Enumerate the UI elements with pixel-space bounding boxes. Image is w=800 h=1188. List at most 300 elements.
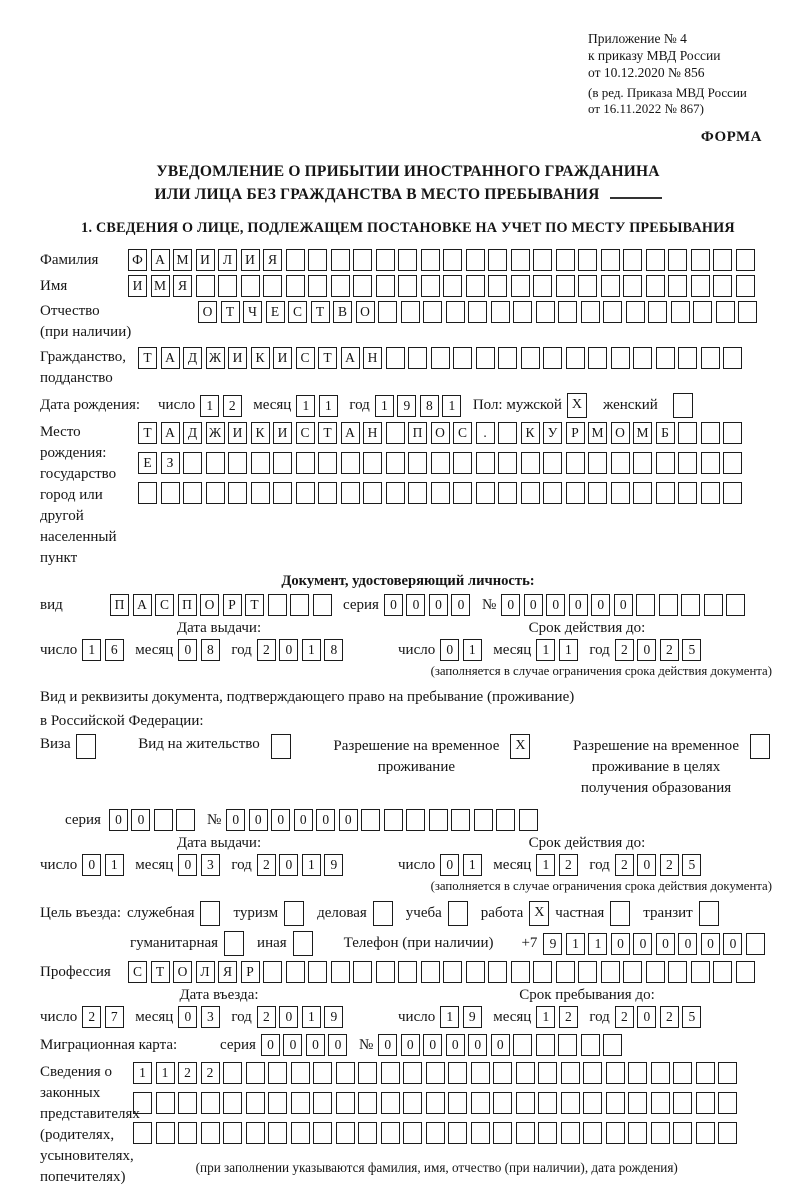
char-box[interactable] xyxy=(566,347,585,369)
char-box[interactable] xyxy=(273,452,292,474)
purpose-humanitarian-checkbox[interactable] xyxy=(224,931,244,956)
char-box[interactable] xyxy=(543,347,562,369)
char-box[interactable]: 9 xyxy=(463,1006,482,1028)
temp-residence-checkbox[interactable]: X xyxy=(510,734,530,759)
char-box[interactable]: 7 xyxy=(105,1006,124,1028)
char-box[interactable] xyxy=(611,347,630,369)
char-box[interactable] xyxy=(384,809,403,831)
char-box[interactable]: 1 xyxy=(375,395,394,417)
doc-series-boxes[interactable] xyxy=(384,594,474,616)
char-box[interactable] xyxy=(358,1062,377,1084)
representatives-row1-boxes[interactable] xyxy=(133,1062,741,1084)
char-box[interactable] xyxy=(696,1092,715,1114)
char-box[interactable] xyxy=(578,275,597,297)
char-box[interactable]: 0 xyxy=(614,594,633,616)
char-box[interactable] xyxy=(723,452,742,474)
char-box[interactable] xyxy=(678,482,697,504)
char-box[interactable] xyxy=(308,249,327,271)
char-box[interactable] xyxy=(498,422,517,444)
char-box[interactable] xyxy=(496,809,515,831)
char-box[interactable] xyxy=(581,301,600,323)
char-box[interactable] xyxy=(448,1062,467,1084)
char-box[interactable] xyxy=(723,347,742,369)
char-box[interactable] xyxy=(511,961,530,983)
char-box[interactable] xyxy=(408,482,427,504)
char-box[interactable]: Ч xyxy=(243,301,262,323)
char-box[interactable] xyxy=(421,249,440,271)
char-box[interactable]: 0 xyxy=(261,1034,280,1056)
char-box[interactable]: 0 xyxy=(678,933,697,955)
char-box[interactable]: 0 xyxy=(611,933,630,955)
char-box[interactable] xyxy=(556,249,575,271)
citizenship-boxes[interactable] xyxy=(138,347,746,369)
char-box[interactable] xyxy=(713,961,732,983)
char-box[interactable] xyxy=(251,482,270,504)
char-box[interactable] xyxy=(704,594,723,616)
char-box[interactable]: 0 xyxy=(306,1034,325,1056)
char-box[interactable] xyxy=(308,275,327,297)
char-box[interactable] xyxy=(336,1062,355,1084)
char-box[interactable] xyxy=(493,1092,512,1114)
char-box[interactable]: Т xyxy=(138,347,157,369)
char-box[interactable]: 1 xyxy=(302,854,321,876)
residence-permit-checkbox[interactable] xyxy=(271,734,291,759)
char-box[interactable] xyxy=(691,961,710,983)
char-box[interactable] xyxy=(476,452,495,474)
char-box[interactable] xyxy=(701,452,720,474)
char-box[interactable]: М xyxy=(588,422,607,444)
char-box[interactable]: С xyxy=(288,301,307,323)
char-box[interactable] xyxy=(566,482,585,504)
char-box[interactable] xyxy=(263,961,282,983)
char-box[interactable]: 0 xyxy=(440,639,459,661)
entry-month-boxes[interactable] xyxy=(178,1006,223,1028)
char-box[interactable] xyxy=(161,482,180,504)
char-box[interactable] xyxy=(659,594,678,616)
char-box[interactable] xyxy=(628,1122,647,1144)
char-box[interactable]: О xyxy=(198,301,217,323)
char-box[interactable] xyxy=(516,1122,535,1144)
char-box[interactable]: Т xyxy=(318,422,337,444)
char-box[interactable] xyxy=(183,482,202,504)
char-box[interactable] xyxy=(421,961,440,983)
char-box[interactable]: Я xyxy=(218,961,237,983)
char-box[interactable] xyxy=(471,1062,490,1084)
char-box[interactable] xyxy=(533,249,552,271)
entry-day-boxes[interactable] xyxy=(82,1006,127,1028)
char-box[interactable] xyxy=(668,249,687,271)
char-box[interactable]: Е xyxy=(138,452,157,474)
char-box[interactable] xyxy=(381,1092,400,1114)
char-box[interactable] xyxy=(331,961,350,983)
phone-boxes[interactable] xyxy=(543,933,768,955)
char-box[interactable] xyxy=(736,249,755,271)
char-box[interactable] xyxy=(673,1062,692,1084)
char-box[interactable] xyxy=(646,961,665,983)
doc-issue-month-boxes[interactable] xyxy=(178,639,223,661)
char-box[interactable] xyxy=(678,347,697,369)
char-box[interactable]: Н xyxy=(363,422,382,444)
char-box[interactable]: 8 xyxy=(201,639,220,661)
char-box[interactable]: И xyxy=(196,249,215,271)
permit-issue-year-boxes[interactable] xyxy=(257,854,347,876)
char-box[interactable]: Д xyxy=(183,347,202,369)
char-box[interactable] xyxy=(691,275,710,297)
char-box[interactable] xyxy=(538,1122,557,1144)
char-box[interactable] xyxy=(488,249,507,271)
name-boxes[interactable] xyxy=(128,275,758,297)
char-box[interactable] xyxy=(493,1062,512,1084)
doc-valid-day-boxes[interactable] xyxy=(440,639,485,661)
char-box[interactable] xyxy=(296,452,315,474)
char-box[interactable] xyxy=(313,1092,332,1114)
char-box[interactable] xyxy=(488,275,507,297)
char-box[interactable]: Т xyxy=(318,347,337,369)
char-box[interactable]: 0 xyxy=(637,1006,656,1028)
permit-valid-day-boxes[interactable] xyxy=(440,854,485,876)
char-box[interactable] xyxy=(363,452,382,474)
char-box[interactable] xyxy=(513,1034,532,1056)
char-box[interactable] xyxy=(206,452,225,474)
char-box[interactable]: С xyxy=(296,347,315,369)
char-box[interactable]: 0 xyxy=(109,809,128,831)
char-box[interactable]: 2 xyxy=(660,854,679,876)
char-box[interactable]: 2 xyxy=(660,1006,679,1028)
char-box[interactable]: 0 xyxy=(401,1034,420,1056)
char-box[interactable] xyxy=(406,809,425,831)
char-box[interactable] xyxy=(633,347,652,369)
char-box[interactable]: 0 xyxy=(339,809,358,831)
char-box[interactable]: Ф xyxy=(128,249,147,271)
char-box[interactable] xyxy=(468,301,487,323)
char-box[interactable] xyxy=(263,275,282,297)
char-box[interactable] xyxy=(381,1062,400,1084)
char-box[interactable]: 6 xyxy=(105,639,124,661)
purpose-tourism-checkbox[interactable] xyxy=(284,901,304,926)
char-box[interactable] xyxy=(201,1092,220,1114)
char-box[interactable]: Т xyxy=(151,961,170,983)
char-box[interactable] xyxy=(673,1092,692,1114)
birthdate-month-boxes[interactable] xyxy=(296,395,341,417)
char-box[interactable]: 0 xyxy=(446,1034,465,1056)
char-box[interactable]: А xyxy=(341,422,360,444)
char-box[interactable] xyxy=(726,594,745,616)
char-box[interactable] xyxy=(601,275,620,297)
char-box[interactable] xyxy=(353,275,372,297)
char-box[interactable]: С xyxy=(155,594,174,616)
char-box[interactable] xyxy=(313,1062,332,1084)
char-box[interactable] xyxy=(561,1092,580,1114)
char-box[interactable] xyxy=(561,1062,580,1084)
char-box[interactable] xyxy=(206,482,225,504)
char-box[interactable] xyxy=(521,452,540,474)
char-box[interactable]: 0 xyxy=(271,809,290,831)
char-box[interactable] xyxy=(583,1062,602,1084)
char-box[interactable] xyxy=(723,482,742,504)
char-box[interactable] xyxy=(466,961,485,983)
birthplace-row2-boxes[interactable] xyxy=(138,452,746,474)
char-box[interactable]: 2 xyxy=(82,1006,101,1028)
char-box[interactable] xyxy=(398,275,417,297)
char-box[interactable]: М xyxy=(173,249,192,271)
char-box[interactable]: 2 xyxy=(257,854,276,876)
char-box[interactable] xyxy=(453,482,472,504)
char-box[interactable]: П xyxy=(110,594,129,616)
char-box[interactable]: 0 xyxy=(633,933,652,955)
char-box[interactable] xyxy=(268,1122,287,1144)
char-box[interactable]: 0 xyxy=(701,933,720,955)
char-box[interactable] xyxy=(558,301,577,323)
char-box[interactable]: О xyxy=(431,422,450,444)
char-box[interactable]: 0 xyxy=(591,594,610,616)
purpose-business-checkbox[interactable] xyxy=(373,901,393,926)
char-box[interactable] xyxy=(718,1092,737,1114)
char-box[interactable] xyxy=(133,1122,152,1144)
char-box[interactable]: 1 xyxy=(536,1006,555,1028)
char-box[interactable]: 0 xyxy=(637,854,656,876)
char-box[interactable] xyxy=(453,347,472,369)
purpose-private-checkbox[interactable] xyxy=(610,901,630,926)
char-box[interactable] xyxy=(493,1122,512,1144)
char-box[interactable]: 0 xyxy=(637,639,656,661)
char-box[interactable] xyxy=(588,347,607,369)
char-box[interactable] xyxy=(516,1092,535,1114)
permit-valid-year-boxes[interactable] xyxy=(615,854,705,876)
char-box[interactable]: Р xyxy=(566,422,585,444)
char-box[interactable]: 3 xyxy=(201,854,220,876)
char-box[interactable] xyxy=(201,1122,220,1144)
char-box[interactable]: 1 xyxy=(156,1062,175,1084)
char-box[interactable]: С xyxy=(296,422,315,444)
char-box[interactable] xyxy=(453,452,472,474)
char-box[interactable] xyxy=(398,961,417,983)
char-box[interactable] xyxy=(223,1092,242,1114)
char-box[interactable] xyxy=(331,275,350,297)
doc-type-boxes[interactable] xyxy=(110,594,335,616)
char-box[interactable] xyxy=(536,1034,555,1056)
char-box[interactable]: 1 xyxy=(105,854,124,876)
char-box[interactable]: 2 xyxy=(615,639,634,661)
char-box[interactable]: О xyxy=(356,301,375,323)
char-box[interactable] xyxy=(623,249,642,271)
char-box[interactable]: Ж xyxy=(206,347,225,369)
purpose-transit-checkbox[interactable] xyxy=(699,901,719,926)
surname-boxes[interactable] xyxy=(128,249,758,271)
char-box[interactable] xyxy=(431,482,450,504)
char-box[interactable]: 0 xyxy=(524,594,543,616)
char-box[interactable] xyxy=(611,452,630,474)
char-box[interactable]: 0 xyxy=(569,594,588,616)
char-box[interactable] xyxy=(291,1092,310,1114)
char-box[interactable] xyxy=(403,1062,422,1084)
representatives-row3-boxes[interactable] xyxy=(133,1122,741,1144)
char-box[interactable]: 5 xyxy=(682,639,701,661)
char-box[interactable]: У xyxy=(543,422,562,444)
char-box[interactable] xyxy=(429,809,448,831)
char-box[interactable] xyxy=(696,1122,715,1144)
char-box[interactable]: Я xyxy=(263,249,282,271)
char-box[interactable] xyxy=(533,961,552,983)
char-box[interactable]: 0 xyxy=(423,1034,442,1056)
char-box[interactable] xyxy=(578,961,597,983)
char-box[interactable] xyxy=(386,482,405,504)
char-box[interactable]: 0 xyxy=(82,854,101,876)
char-box[interactable] xyxy=(561,1122,580,1144)
char-box[interactable]: Л xyxy=(218,249,237,271)
char-box[interactable] xyxy=(353,961,372,983)
char-box[interactable]: 1 xyxy=(82,639,101,661)
char-box[interactable]: М xyxy=(151,275,170,297)
doc-issue-day-boxes[interactable] xyxy=(82,639,127,661)
char-box[interactable] xyxy=(313,594,332,616)
char-box[interactable] xyxy=(511,275,530,297)
char-box[interactable]: . xyxy=(476,422,495,444)
sex-male-checkbox[interactable]: X xyxy=(567,393,587,418)
char-box[interactable]: 9 xyxy=(324,1006,343,1028)
char-box[interactable] xyxy=(273,482,292,504)
char-box[interactable] xyxy=(336,1092,355,1114)
char-box[interactable] xyxy=(423,301,442,323)
char-box[interactable] xyxy=(178,1092,197,1114)
char-box[interactable]: Т xyxy=(221,301,240,323)
char-box[interactable] xyxy=(246,1062,265,1084)
char-box[interactable] xyxy=(656,347,675,369)
char-box[interactable]: И xyxy=(128,275,147,297)
char-box[interactable] xyxy=(408,452,427,474)
char-box[interactable]: 1 xyxy=(319,395,338,417)
char-box[interactable] xyxy=(723,422,742,444)
char-box[interactable] xyxy=(581,1034,600,1056)
char-box[interactable] xyxy=(138,482,157,504)
char-box[interactable]: 2 xyxy=(257,1006,276,1028)
char-box[interactable]: 0 xyxy=(378,1034,397,1056)
birthplace-row3-boxes[interactable] xyxy=(138,482,746,504)
char-box[interactable] xyxy=(341,482,360,504)
char-box[interactable] xyxy=(426,1122,445,1144)
char-box[interactable]: 1 xyxy=(442,395,461,417)
char-box[interactable] xyxy=(636,594,655,616)
char-box[interactable] xyxy=(583,1092,602,1114)
purpose-study-checkbox[interactable] xyxy=(448,901,468,926)
visa-checkbox[interactable] xyxy=(76,734,96,759)
char-box[interactable] xyxy=(133,1092,152,1114)
char-box[interactable] xyxy=(291,1122,310,1144)
char-box[interactable]: 0 xyxy=(429,594,448,616)
char-box[interactable] xyxy=(286,961,305,983)
char-box[interactable] xyxy=(403,1122,422,1144)
char-box[interactable] xyxy=(521,482,540,504)
char-box[interactable]: А xyxy=(161,422,180,444)
char-box[interactable]: Я xyxy=(173,275,192,297)
char-box[interactable]: 0 xyxy=(279,854,298,876)
stay-year-boxes[interactable] xyxy=(615,1006,705,1028)
char-box[interactable]: О xyxy=(611,422,630,444)
char-box[interactable]: 9 xyxy=(543,933,562,955)
char-box[interactable] xyxy=(376,275,395,297)
permit-valid-month-boxes[interactable] xyxy=(536,854,581,876)
char-box[interactable] xyxy=(678,452,697,474)
char-box[interactable] xyxy=(498,452,517,474)
char-box[interactable]: 0 xyxy=(226,809,245,831)
char-box[interactable] xyxy=(578,249,597,271)
char-box[interactable] xyxy=(601,961,620,983)
char-box[interactable]: 0 xyxy=(283,1034,302,1056)
char-box[interactable] xyxy=(228,482,247,504)
char-box[interactable] xyxy=(376,249,395,271)
char-box[interactable]: 0 xyxy=(440,854,459,876)
char-box[interactable] xyxy=(290,594,309,616)
char-box[interactable] xyxy=(558,1034,577,1056)
char-box[interactable]: И xyxy=(228,422,247,444)
char-box[interactable] xyxy=(623,275,642,297)
char-box[interactable]: 2 xyxy=(615,1006,634,1028)
char-box[interactable] xyxy=(318,482,337,504)
char-box[interactable] xyxy=(713,249,732,271)
char-box[interactable] xyxy=(738,301,757,323)
char-box[interactable] xyxy=(538,1062,557,1084)
char-box[interactable]: 2 xyxy=(178,1062,197,1084)
char-box[interactable]: 1 xyxy=(133,1062,152,1084)
char-box[interactable] xyxy=(336,1122,355,1144)
char-box[interactable] xyxy=(673,1122,692,1144)
char-box[interactable] xyxy=(431,452,450,474)
char-box[interactable] xyxy=(606,1062,625,1084)
char-box[interactable] xyxy=(451,809,470,831)
permit-issue-day-boxes[interactable] xyxy=(82,854,127,876)
char-box[interactable] xyxy=(718,1062,737,1084)
char-box[interactable] xyxy=(516,1062,535,1084)
char-box[interactable] xyxy=(318,452,337,474)
char-box[interactable] xyxy=(296,482,315,504)
char-box[interactable] xyxy=(443,275,462,297)
char-box[interactable] xyxy=(183,452,202,474)
char-box[interactable] xyxy=(681,594,700,616)
char-box[interactable] xyxy=(671,301,690,323)
char-box[interactable]: 0 xyxy=(249,809,268,831)
char-box[interactable]: Б xyxy=(656,422,675,444)
sex-female-checkbox[interactable] xyxy=(673,393,693,418)
temp-residence-edu-checkbox[interactable] xyxy=(750,734,770,759)
char-box[interactable] xyxy=(154,809,173,831)
char-box[interactable] xyxy=(246,1092,265,1114)
char-box[interactable] xyxy=(601,249,620,271)
char-box[interactable] xyxy=(668,961,687,983)
char-box[interactable]: 1 xyxy=(536,639,555,661)
char-box[interactable] xyxy=(358,1122,377,1144)
char-box[interactable]: Ж xyxy=(206,422,225,444)
char-box[interactable]: П xyxy=(408,422,427,444)
char-box[interactable] xyxy=(398,249,417,271)
char-box[interactable] xyxy=(376,961,395,983)
char-box[interactable]: 1 xyxy=(559,639,578,661)
char-box[interactable] xyxy=(228,452,247,474)
char-box[interactable] xyxy=(268,594,287,616)
char-box[interactable] xyxy=(603,301,622,323)
char-box[interactable]: Т xyxy=(311,301,330,323)
char-box[interactable]: 1 xyxy=(296,395,315,417)
char-box[interactable] xyxy=(633,452,652,474)
char-box[interactable]: Р xyxy=(223,594,242,616)
char-box[interactable] xyxy=(286,275,305,297)
char-box[interactable] xyxy=(611,482,630,504)
char-box[interactable] xyxy=(633,482,652,504)
char-box[interactable] xyxy=(656,482,675,504)
entry-year-boxes[interactable] xyxy=(257,1006,347,1028)
char-box[interactable]: А xyxy=(151,249,170,271)
char-box[interactable]: О xyxy=(173,961,192,983)
char-box[interactable] xyxy=(691,249,710,271)
char-box[interactable]: 3 xyxy=(201,1006,220,1028)
